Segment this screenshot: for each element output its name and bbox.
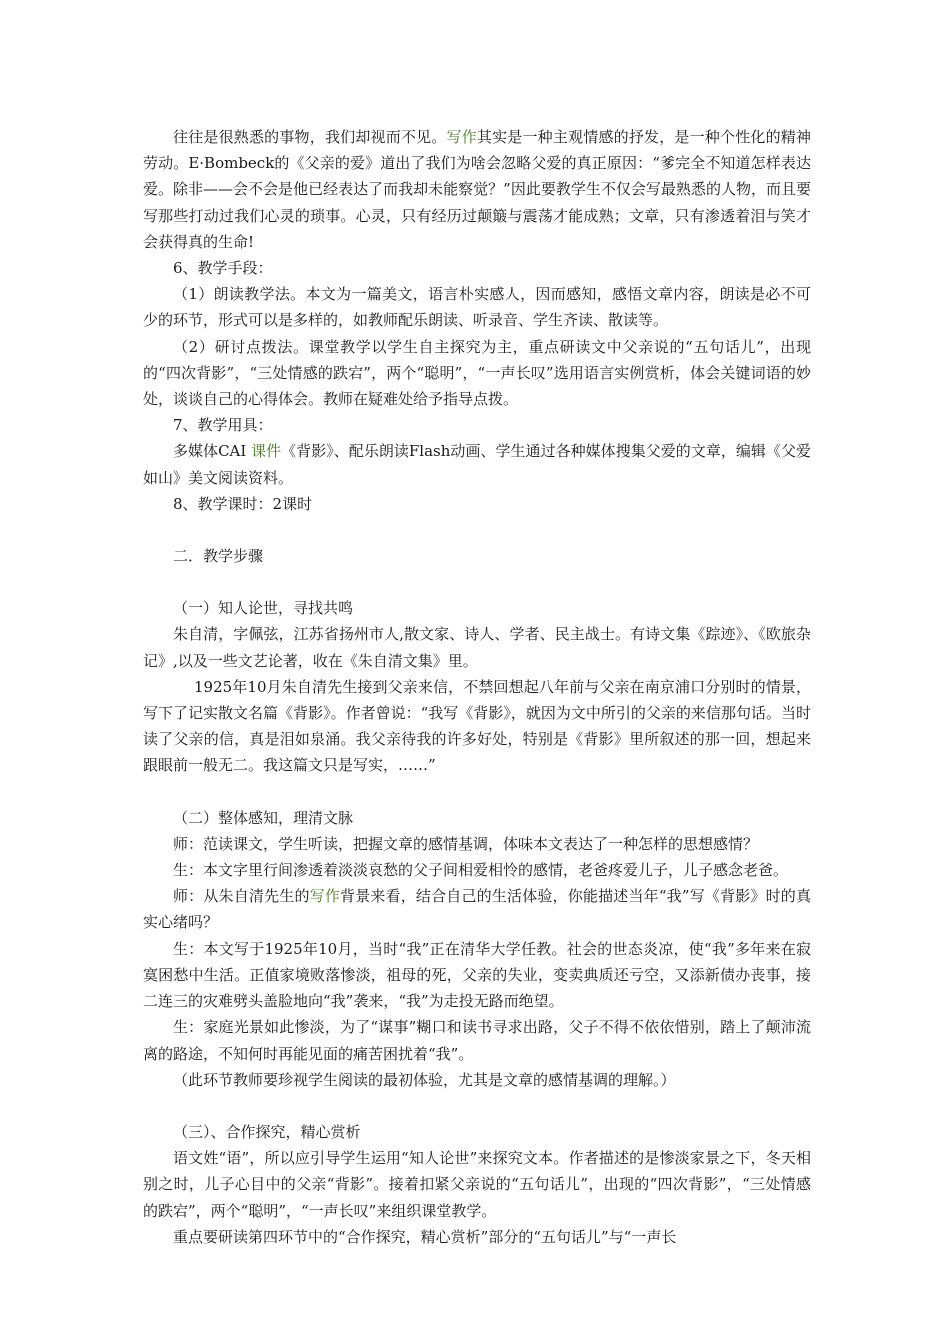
- section-heading-teaching-steps: 二．教学步骤: [173, 547, 264, 566]
- spacer: [143, 517, 811, 543]
- subsection-heading-context: （一）知人论世，寻找共鸣: [173, 599, 354, 618]
- subsection-heading-overview: （二）整体感知，理清文脉: [173, 808, 354, 827]
- paragraph-student-3: 生：家庭光景如此惨淡，为了“谋事”糊口和读书寻求出路，父子不得不依依惜别，踏上了颠沛流离的路途，不知何时再能见面的痛苦困扰着“我”。: [143, 1018, 811, 1063]
- document-page: [143, 124, 811, 1250]
- paragraph-student-2: 生：本文写于1925年10月，当时“我”正在清华大学任教。社会的世态炎凉，使“我”多年来在寂寞困愁中生活。正值家境败落惨淡，祖母的死，父亲的失业，变卖典质还亏空，又添新债办丧事，接二连三的灾难劈头盖脸地向“我”袭来，“我”为走投无路而绝望。: [143, 939, 811, 1011]
- paragraph-text: 往往是很熟悉的事物，我们却视而不见。: [173, 128, 447, 146]
- paragraph-text: 背景来看，结合自己的生活体验，你能描述当年“我”写《背影》时的真实心绪吗？: [143, 887, 811, 932]
- paragraph-student-1: 生：本文字里行间渗透着淡淡哀愁的父子间相爱相怜的感情，老爸疼爱儿子，儿子感念老爸。: [173, 861, 789, 880]
- writing-link[interactable]: 写作: [309, 887, 341, 906]
- paragraph-cooperative-1: 语文姓“语”，所以应引导学生运用“知人论世”来探究文本。作者描述的是惨淡家景之下，冬天相别之时，儿子心目中的父亲“背影”。接着扣紧父亲说的“五句话儿”，出现的“四次背影”，“三处情感的跌宕”，两个“聪明”，“一声长叹”来组织课堂教学。: [143, 1149, 811, 1220]
- spacer: [143, 569, 811, 595]
- spacer: [143, 779, 811, 805]
- paragraph-background: 1925年10月朱自清先生接到父亲来信，不禁回想起八年前与父亲在南京浦口分别时的情景，写下了记实散文名篇《背影》。作者曾说：“我写《背影》，就因为文中所引的父亲的来信那句话。当时读了父亲的信，真是泪如泉涌。我父亲待我的许多好处，特别是《背影》里所叙述的那一回，想起来跟眼前一般无二。我这篇文只是写实，……”: [143, 677, 811, 775]
- section-heading-teaching-tools: 7、教学用具：: [173, 416, 273, 435]
- section-heading-teaching-means: 6、教学手段：: [173, 259, 273, 278]
- paragraph-reading-method: （1）朗读教学法。本文为一篇美文，语言朴实感人，因而感知，感悟文章内容，朗读是必不可少的环节，形式可以是多样的，如教师配乐朗读、听录音、学生齐读、散读等。: [143, 285, 811, 330]
- paragraph-teacher-2: [143, 883, 811, 935]
- paragraph-text: 《背影》、配乐朗读Flash动画、学生通过各种媒体搜集父爱的文章，编辑《父爱如山》美文阅读资料。: [143, 442, 811, 487]
- writing-link[interactable]: 写作: [446, 128, 477, 146]
- section-heading-class-hours: 8、教学课时：2课时: [173, 494, 313, 513]
- paragraph-discussion-method: （2）研讨点拨法。课堂教学以学生自主探究为主，重点研读文中父亲说的“五句话儿”，出现的“四次背影”，“三处情感的跌宕”，两个“聪明”，“一声长叹”选用语言实例赏析，体会关键词语的妙处，谈谈自己的心得体会。教师在疑难处给予指导点拨。: [143, 337, 811, 409]
- paragraph-author-bio: 朱自清，字佩弦，江苏省扬州市人,散文家、诗人、学者、民主战士。有诗文集《踪迹》、《欧旅杂记》,以及一些文艺论著，收在《朱自清文集》里。: [143, 625, 811, 670]
- paragraph-text: 师：从朱自清先生的: [173, 887, 310, 906]
- paragraph-cooperative-2: 重点要研读第四环节中的“合作探究，精心赏析”部分的“五句话儿”与“一声长: [173, 1227, 677, 1246]
- paragraph-teacher-1: 师：范读课文，学生听读，把握文章的感情基调，体味本文表达了一种怎样的思想感情？: [173, 834, 759, 853]
- paragraph-note: （此环节教师要珍视学生阅读的最初体验，尤其是文章的感情基调的理解。）: [173, 1070, 676, 1089]
- paragraph-intro: [143, 124, 811, 255]
- paragraph-text: 其实是一种主观情感的抒发，是一种个性化的精神劳动。E·Bombeck的《父亲的爱》道出了我们为啥会忽略父爱的真正原因：“爹完全不知道怎样表达爱。除非——会不会是他已经表达了而我却未能察觉？”因此要教学生不仅会写最熟悉的人物，而且要写那些打动过我们心灵的琐事。心灵，只有经历过颠簸与震荡才能成熟；文章，只有渗透着泪与笑才会获得真的生命!: [143, 128, 811, 251]
- spacer: [143, 1093, 811, 1119]
- paragraph-tools: [143, 438, 811, 490]
- courseware-link[interactable]: 课件: [251, 442, 282, 461]
- paragraph-text: 多媒体CAI: [173, 442, 252, 461]
- subsection-heading-cooperative: （三）、合作探究，精心赏析: [173, 1122, 361, 1141]
